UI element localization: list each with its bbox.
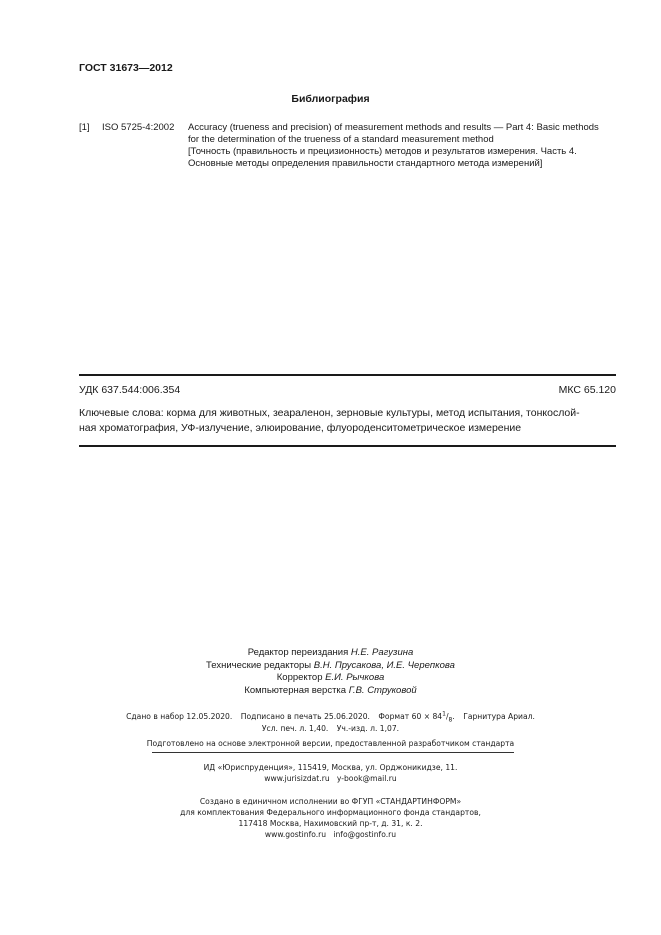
- keywords-line: ная хроматография, УФ-излучение, элюирование, флуороденситометрическое измерение: [79, 422, 522, 434]
- publisher-site[interactable]: www.jurisizdat.ru: [264, 774, 330, 783]
- credits-block: [0, 647, 661, 697]
- publisher-address: ИД «Юриспруденция», 115419, Москва, ул. Орджоникидзе, 11.: [203, 763, 458, 772]
- set-date: Сдано в набор 12.05.2020.: [126, 711, 233, 721]
- font-name: Гарнитура Ариал.: [463, 711, 535, 721]
- print-sheets: Усл. печ. л. 1,40.: [261, 724, 329, 733]
- credits-tech-editors: Технические редакторы В.Н. Прусакова, И.Е. Черепкова: [206, 659, 455, 671]
- credits-corrector: Корректор Е.И. Рычкова: [276, 672, 385, 683]
- sign-date: Подписано в печать 25.06.2020.: [240, 711, 370, 721]
- keywords: [79, 406, 616, 436]
- mks-code: МКС 65.120: [558, 384, 616, 396]
- producer-contacts: [0, 829, 661, 840]
- publisher-email[interactable]: y-book@mail.ru: [336, 774, 397, 783]
- standard-number: ГОСТ 31673—2012: [79, 62, 173, 74]
- credits-layout: Компьютерная верстка Г.В. Струковой: [244, 684, 417, 696]
- divider-thin: [152, 752, 514, 753]
- bibliography-line: Accuracy (trueness and precision) of measurement methods and results — Part 4: Basic methods: [188, 122, 599, 133]
- producer-line: для комплектования Федерального информационного фонда стандартов,: [180, 808, 481, 817]
- producer-email[interactable]: info@gostinfo.ru: [333, 830, 397, 839]
- bibliography-title: Библиография: [291, 93, 370, 105]
- keywords-line: Ключевые слова: корма для животных, зеараленон, зерновые культуры, метод испытания, тонкослой-: [79, 407, 580, 419]
- producer-block: [0, 796, 661, 840]
- publisher-contacts: [0, 773, 661, 784]
- bibliography-entry-code: ISO 5725-4:2002: [102, 122, 175, 133]
- producer-line: 117418 Москва, Нахимовский пр-т, д. 31, к. 2.: [238, 819, 423, 828]
- bibliography-line: Основные методы определения правильности стандартного метода измерений]: [188, 158, 543, 169]
- prepared-note: Подготовлено на основе электронной версии, предоставленной разработчиком стандарта: [146, 739, 515, 748]
- producer-site[interactable]: www.gostinfo.ru: [264, 830, 327, 839]
- publication-line-2: [0, 724, 661, 733]
- publication-line-1: [0, 710, 661, 723]
- producer-line: Создано в единичном исполнении во ФГУП «СТАНДАРТИНФОРМ»: [199, 797, 462, 806]
- bibliography-line: for the determination of the trueness of a standard measurement method: [188, 134, 494, 145]
- udk-code: УДК 637.544:006.354: [79, 384, 181, 396]
- pub-sheets: Уч.-изд. л. 1,07.: [336, 724, 400, 733]
- bibliography-entry-number: [1]: [79, 122, 90, 133]
- divider-bottom: [79, 445, 616, 447]
- publisher-block: [0, 762, 661, 784]
- divider-top: [79, 374, 616, 376]
- paper-format: Формат $60 \times 84^1/_8$.: [378, 710, 455, 724]
- bibliography-entry-text: [188, 122, 618, 170]
- credits-editor: Редактор переиздания Н.Е. Рагузина: [247, 647, 414, 658]
- bibliography-line: [Точность (правильность и прецизионность) методов и результатов измерения. Часть 4.: [188, 146, 577, 157]
